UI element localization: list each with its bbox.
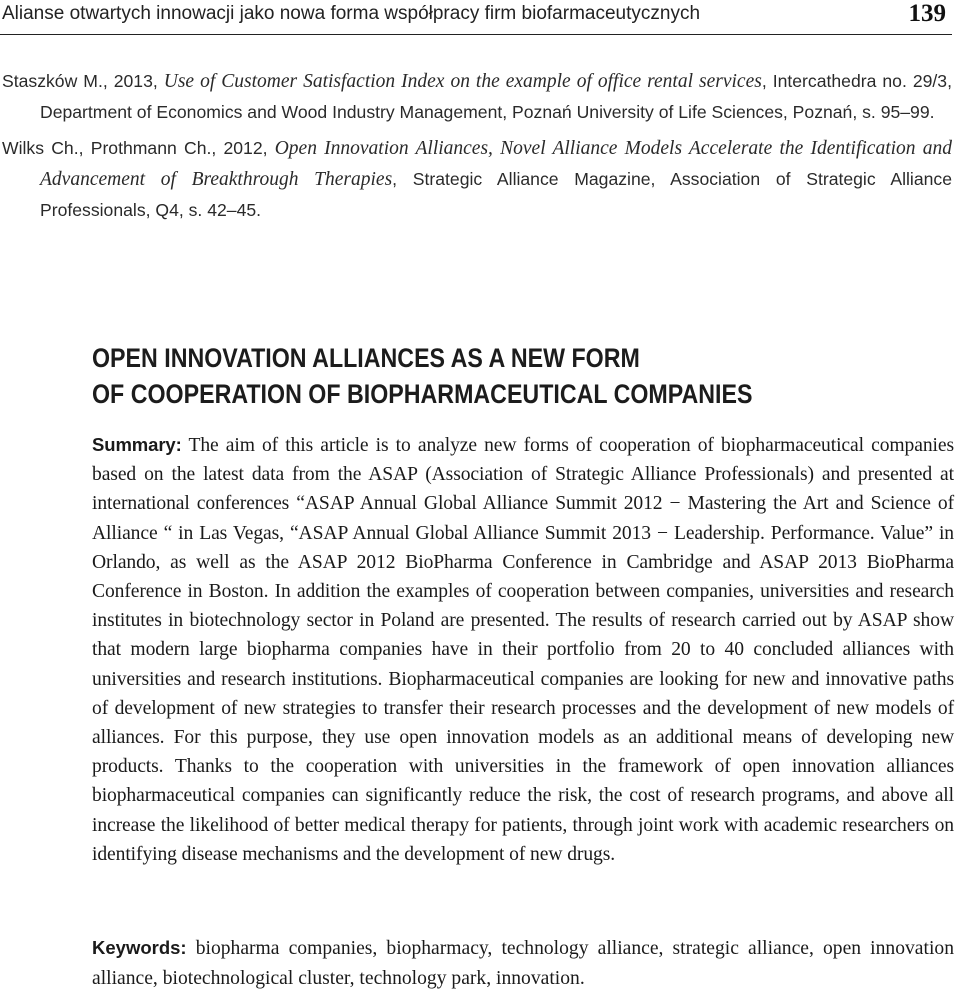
reference-item [2, 66, 952, 127]
summary-paragraph [92, 430, 954, 869]
keywords-label: Keywords: [92, 937, 187, 958]
reference-authors: Wilks Ch., Prothmann Ch., 2012, [2, 138, 275, 158]
abstract-title [92, 340, 952, 412]
abstract-title-line: OPEN INNOVATION ALLIANCES AS A NEW FORM [92, 343, 640, 373]
reference-item [2, 133, 952, 225]
summary-label: Summary: [92, 434, 182, 455]
running-header [0, 0, 952, 35]
page-number: 139 [908, 0, 946, 27]
reference-authors: Staszków M., 2013, [2, 71, 164, 91]
reference-title: Open Innovation Alliances, Novel Alliance Models Accelerate the Identification and Advancement of Breakthrough Therapies [40, 138, 952, 190]
reference-title: Use of Customer Satisfaction Index on the example of office rental services [163, 71, 762, 92]
keywords-text: biopharma companies, biopharmacy, technology alliance, strategic alliance, open innovation alliance, biotechnological cluster, technology park, innovation. [92, 938, 954, 989]
keywords-paragraph [92, 933, 954, 993]
running-title: Alianse otwartych innowacji jako nowa forma współpracy firm biofarmaceutycznych [2, 3, 701, 24]
summary-text: The aim of this article is to analyze new forms of cooperation of biopharmaceutical companies based on the latest data from the ASAP (Association of Strategic Alliance Professionals) and presented at international conferences “ASAP Annual Global Alliance Summit 2012 − Mastering the Art and Science of Alliance “ in Las Vegas, “ASAP Annual Global Alliance Summit 2013 − Leadership. Performance. Value” in Orlando, as well as the ASAP 2012 BioPharma Conference in Cambridge and ASAP 2013 BioPharma Conference in Boston. In addition the examples of cooperation between companies, universities and research institutes in biotechnology sector in Poland are presented. The results of research carried out by ASAP show that modern large biopharma companies have in their portfolio from 20 to 40 concluded alliances with universities and research institutions. Biopharmaceutical companies are looking for new and innovative paths of development of new strategies to transfer their research processes and the development of new models of alliances. For this purpose, they use open innovation models as an additional means of developing new products. Thanks to the cooperation with universities in the framework of open innovation alliances biopharmaceutical companies can significantly reduce the risk, the cost of research programs, and above all increase the likelihood of better medical therapy for patients, through joint work with academic researchers on identifying disease mechanisms and the development of new drugs. [92, 435, 954, 865]
reference-details: , Intercathedra no. 29/3, Department of Economics and Wood Industry Management, Poznań University of Life Sciences, Poznań, s. 95–99. [40, 71, 952, 122]
abstract-title-line: OF COOPERATION OF BIOPHARMACEUTICAL COMPANIES [92, 379, 753, 409]
reference-details: , Strategic Alliance Magazine, Association of Strategic Alliance Professionals, Q4, s. 42–45. [40, 169, 952, 220]
reference-list [2, 66, 952, 231]
